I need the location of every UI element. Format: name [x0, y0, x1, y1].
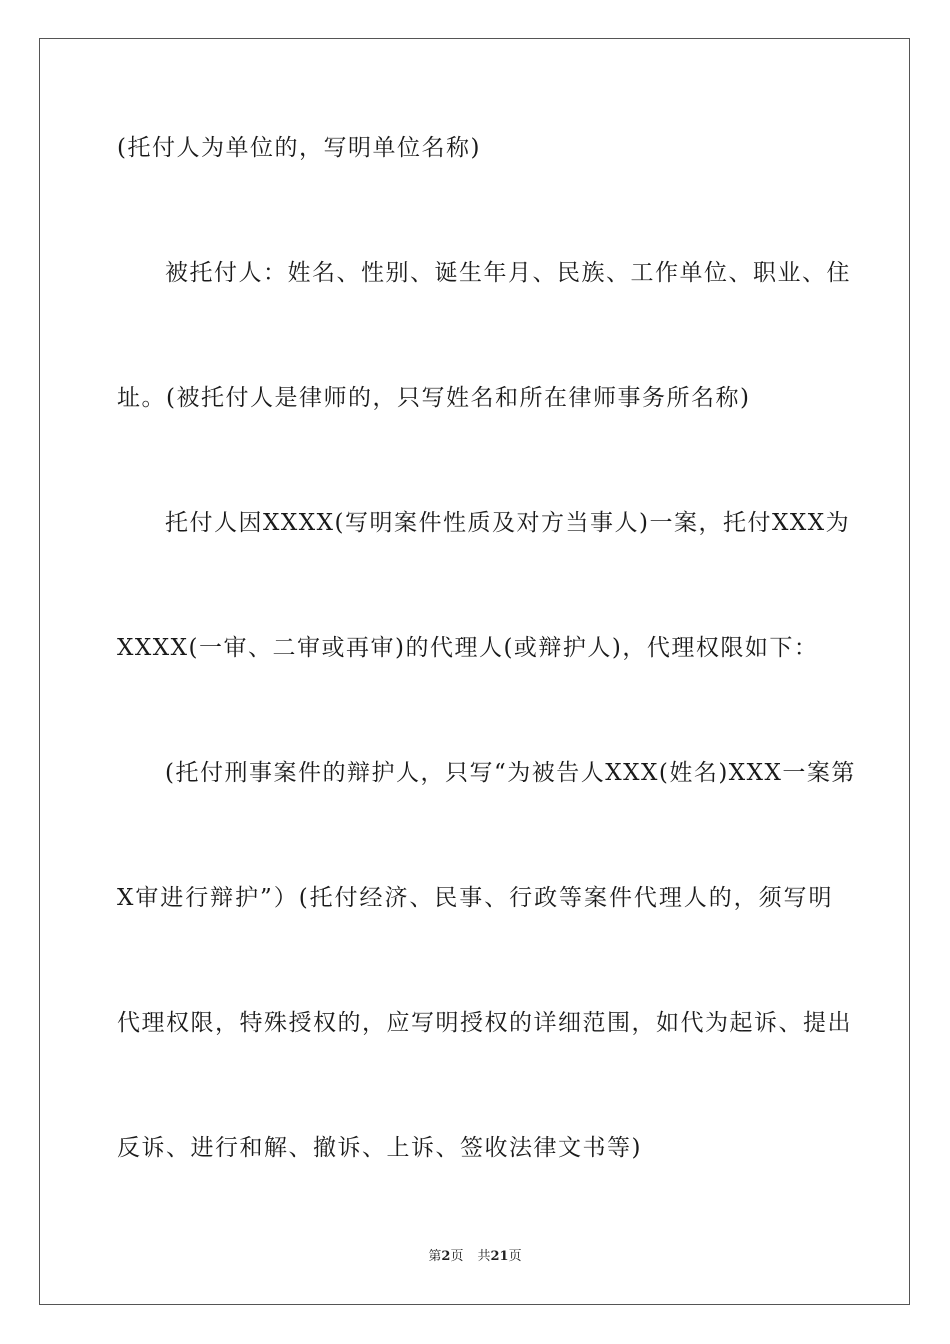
total-pages: 21 [490, 1249, 509, 1264]
page-border [39, 38, 910, 1305]
paragraph-line-4: 托付人因XXXX(写明案件性质及对方当事人)一案，托付XXX为 [165, 510, 851, 536]
paragraph-line-6: (托付刑事案件的辩护人，只写“为被告人XXX(姓名)XXX一案第 [165, 760, 856, 786]
paragraph-line-9: 反诉、进行和解、撤诉、上诉、签收法律文书等) [117, 1135, 642, 1161]
paragraph-line-1: (托付人为单位的，写明单位名称) [117, 135, 481, 161]
total-prefix: 共 [477, 1249, 491, 1264]
paragraph-line-2: 被托付人：姓名、性别、诞生年月、民族、工作单位、职业、住 [165, 260, 851, 286]
total-suffix: 页 [508, 1249, 522, 1264]
paragraph-line-8: 代理权限，特殊授权的，应写明授权的详细范围，如代为起诉、提出 [117, 1010, 852, 1036]
page-prefix: 第 [428, 1249, 442, 1264]
paragraph-line-7: X审进行辩护”）(托付经济、民事、行政等案件代理人的，须写明 [117, 885, 833, 911]
paragraph-line-3: 址。(被托付人是律师的，只写姓名和所在律师事务所名称) [117, 385, 751, 411]
paragraph-line-5: XXXX(一审、二审或再审)的代理人(或辩护人)，代理权限如下： [117, 635, 819, 661]
page-footer [0, 1248, 950, 1266]
page-suffix: 页 [450, 1249, 464, 1264]
page-number: 2 [441, 1249, 451, 1264]
